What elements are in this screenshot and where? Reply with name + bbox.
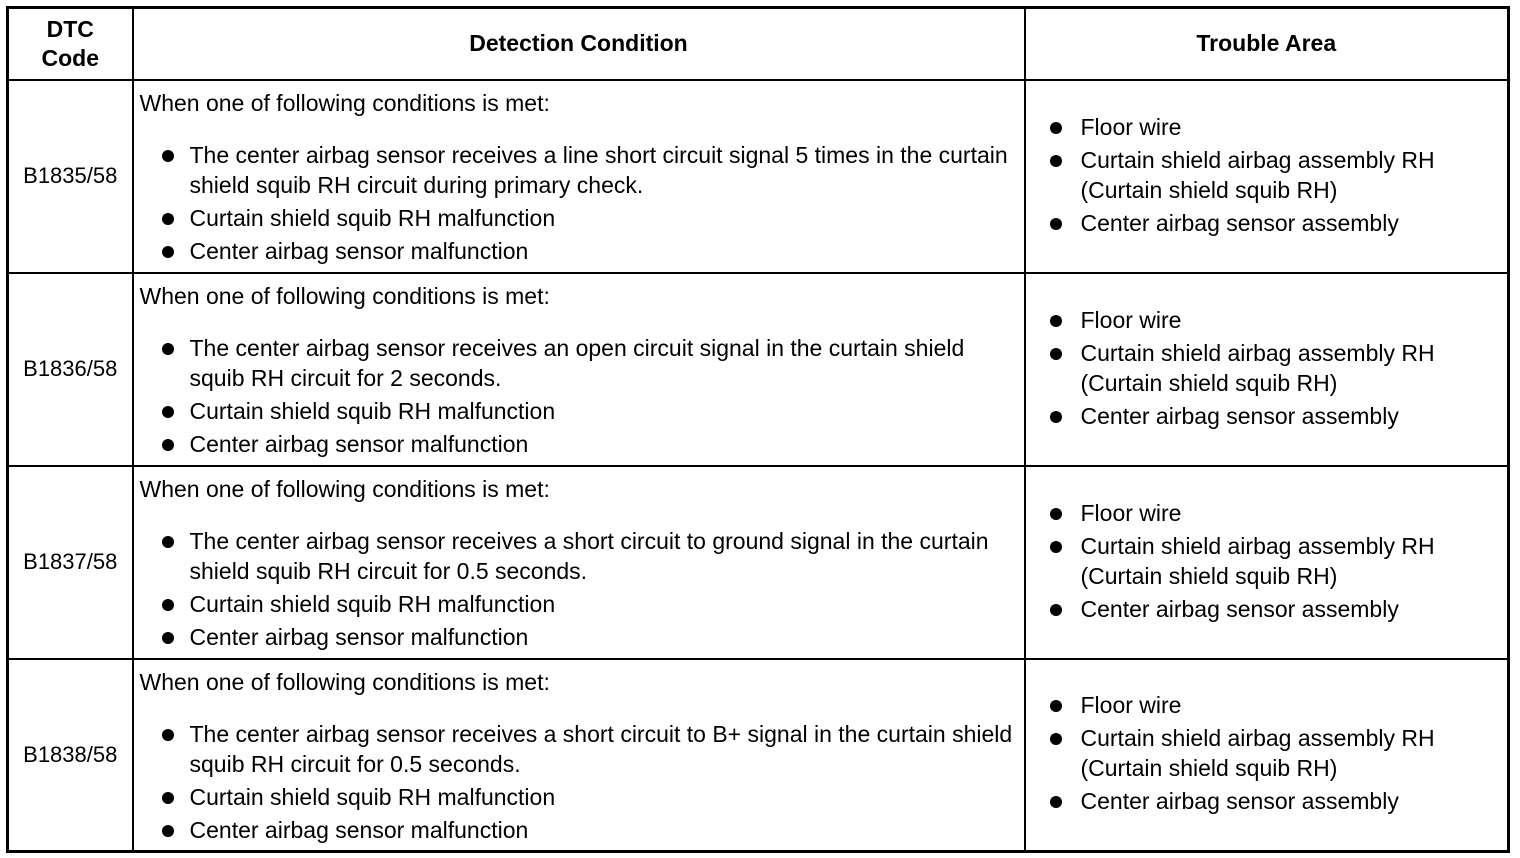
dtc-table (6, 6, 1510, 853)
trouble-area-text: Curtain shield airbag assembly RH (Curtain shield squib RH) (1080, 146, 1435, 203)
condition-text: Curtain shield squib RH malfunction (189, 783, 556, 810)
bullet-icon (1050, 733, 1062, 745)
condition-text: Center airbag sensor malfunction (189, 430, 529, 457)
header-dtc-code: DTC Code (8, 8, 133, 80)
trouble-area-item (1048, 594, 1508, 624)
trouble-area-text: Center airbag sensor assembly (1080, 209, 1399, 236)
bullet-icon (162, 246, 174, 258)
condition-text: Center airbag sensor malfunction (189, 623, 529, 650)
trouble-area-cell (1025, 273, 1509, 466)
trouble-area-text: Curtain shield airbag assembly RH (Curtain shield squib RH) (1080, 725, 1435, 782)
condition-text: The center airbag sensor receives a short circuit to ground signal in the curtain shield squib RH circuit for 0.5 seconds. (189, 527, 989, 584)
trouble-area-item (1048, 338, 1508, 398)
condition-intro: When one of following conditions is met: (139, 282, 550, 309)
trouble-area-list (1048, 112, 1508, 238)
trouble-area-text: Curtain shield airbag assembly RH (Curtain shield squib RH) (1080, 339, 1435, 396)
trouble-area-cell (1025, 80, 1509, 273)
condition-text: Curtain shield squib RH malfunction (189, 590, 556, 617)
condition-text: The center airbag sensor receives a short circuit to B+ signal in the curtain shield squib RH circuit for 0.5 seconds. (189, 720, 1013, 777)
condition-intro: When one of following conditions is met: (139, 668, 550, 695)
table-row (8, 659, 1509, 852)
trouble-area-text: Floor wire (1080, 306, 1182, 333)
trouble-area-item (1048, 498, 1508, 528)
trouble-area-item (1048, 145, 1508, 205)
table-row (8, 273, 1509, 466)
bullet-icon (1050, 541, 1062, 553)
bullet-icon (162, 632, 174, 644)
bullet-icon (1050, 348, 1062, 360)
condition-text: Center airbag sensor malfunction (189, 237, 529, 264)
trouble-area-list (1048, 498, 1508, 624)
condition-item (140, 203, 1016, 233)
header-trouble-area: Trouble Area (1025, 8, 1509, 80)
trouble-area-item (1048, 401, 1508, 431)
condition-list (140, 719, 1016, 845)
trouble-area-item (1048, 305, 1508, 335)
trouble-area-list (1048, 305, 1508, 431)
trouble-area-text: Center airbag sensor assembly (1080, 788, 1399, 815)
trouble-area-cell (1025, 466, 1509, 659)
bullet-icon (162, 536, 174, 548)
condition-text: Curtain shield squib RH malfunction (189, 204, 556, 231)
condition-item (140, 526, 1016, 586)
bullet-icon (162, 599, 174, 611)
condition-item (140, 333, 1016, 393)
detection-condition-cell (133, 80, 1025, 273)
condition-list (140, 140, 1016, 266)
condition-intro: When one of following conditions is met: (139, 89, 550, 116)
trouble-area-text: Floor wire (1080, 692, 1182, 719)
trouble-area-text: Floor wire (1080, 113, 1182, 140)
trouble-area-item (1048, 723, 1508, 783)
detection-condition-cell (133, 273, 1025, 466)
bullet-icon (162, 150, 174, 162)
condition-text: Curtain shield squib RH malfunction (189, 397, 556, 424)
detection-condition-cell (133, 659, 1025, 852)
trouble-area-cell (1025, 659, 1509, 852)
dtc-code-cell: B1837/58 (8, 466, 133, 659)
trouble-area-item (1048, 690, 1508, 720)
bullet-icon (1050, 218, 1062, 230)
dtc-code-cell: B1836/58 (8, 273, 133, 466)
condition-item (140, 396, 1016, 426)
header-detection-condition: Detection Condition (133, 8, 1025, 80)
table-row (8, 466, 1509, 659)
bullet-icon (1050, 315, 1062, 327)
trouble-area-item (1048, 112, 1508, 142)
dtc-code-cell: B1835/58 (8, 80, 133, 273)
bullet-icon (162, 792, 174, 804)
condition-item (140, 622, 1016, 652)
bullet-icon (1050, 700, 1062, 712)
table-row (8, 80, 1509, 273)
condition-text: The center airbag sensor receives an open circuit signal in the curtain shield squib RH circuit for 2 seconds. (189, 334, 965, 391)
trouble-area-item (1048, 531, 1508, 591)
condition-item (140, 719, 1016, 779)
trouble-area-list (1048, 690, 1508, 816)
trouble-area-item (1048, 208, 1508, 238)
condition-item (140, 140, 1016, 200)
bullet-icon (1050, 155, 1062, 167)
bullet-icon (162, 439, 174, 451)
header-row (8, 8, 1509, 80)
trouble-area-text: Center airbag sensor assembly (1080, 402, 1399, 429)
trouble-area-item (1048, 786, 1508, 816)
condition-item (140, 815, 1016, 845)
condition-intro: When one of following conditions is met: (139, 475, 550, 502)
trouble-area-text: Floor wire (1080, 499, 1182, 526)
bullet-icon (162, 213, 174, 225)
bullet-icon (162, 343, 174, 355)
bullet-icon (162, 825, 174, 837)
condition-item (140, 589, 1016, 619)
condition-text: The center airbag sensor receives a line short circuit signal 5 times in the curtain shield squib RH circuit during primary check. (189, 141, 1008, 198)
trouble-area-text: Curtain shield airbag assembly RH (Curtain shield squib RH) (1080, 532, 1435, 589)
condition-text: Center airbag sensor malfunction (189, 816, 529, 843)
condition-item (140, 429, 1016, 459)
condition-item (140, 236, 1016, 266)
bullet-icon (1050, 411, 1062, 423)
bullet-icon (162, 406, 174, 418)
condition-list (140, 526, 1016, 652)
dtc-code-cell: B1838/58 (8, 659, 133, 852)
trouble-area-text: Center airbag sensor assembly (1080, 595, 1399, 622)
bullet-icon (1050, 796, 1062, 808)
bullet-icon (162, 729, 174, 741)
detection-condition-cell (133, 466, 1025, 659)
bullet-icon (1050, 508, 1062, 520)
bullet-icon (1050, 604, 1062, 616)
condition-list (140, 333, 1016, 459)
bullet-icon (1050, 122, 1062, 134)
condition-item (140, 782, 1016, 812)
